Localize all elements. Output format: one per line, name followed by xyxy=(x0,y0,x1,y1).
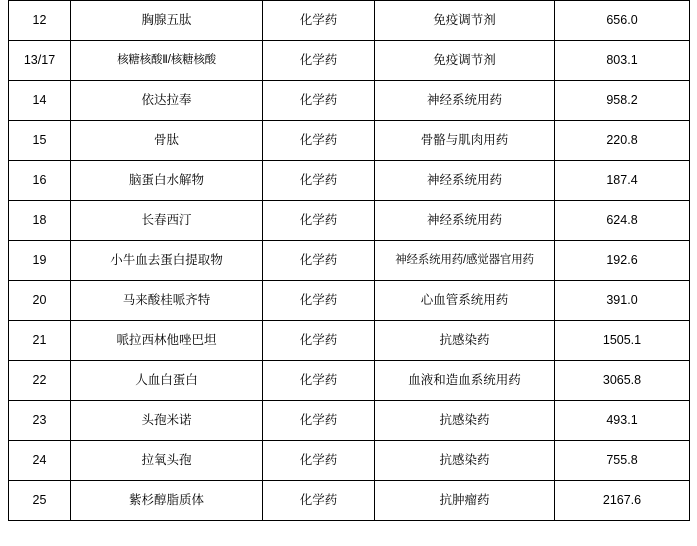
cell-rank: 15 xyxy=(9,121,71,161)
cell-value: 3065.8 xyxy=(555,361,690,401)
cell-drug-type: 化学药 xyxy=(263,241,375,281)
cell-drug-type: 化学药 xyxy=(263,481,375,521)
cell-value: 220.8 xyxy=(555,121,690,161)
cell-drug-name: 马来酸桂哌齐特 xyxy=(71,281,263,321)
drug-ranking-table xyxy=(8,0,690,521)
table-row xyxy=(9,321,690,361)
cell-rank: 23 xyxy=(9,401,71,441)
table-row xyxy=(9,41,690,81)
cell-rank: 25 xyxy=(9,481,71,521)
cell-drug-name: 人血白蛋白 xyxy=(71,361,263,401)
cell-value: 187.4 xyxy=(555,161,690,201)
cell-drug-name: 依达拉奉 xyxy=(71,81,263,121)
cell-drug-type: 化学药 xyxy=(263,401,375,441)
cell-rank: 14 xyxy=(9,81,71,121)
cell-value: 391.0 xyxy=(555,281,690,321)
cell-value: 755.8 xyxy=(555,441,690,481)
cell-value: 958.2 xyxy=(555,81,690,121)
cell-drug-type: 化学药 xyxy=(263,281,375,321)
cell-category: 神经系统用药/感觉器官用药 xyxy=(375,241,555,281)
cell-drug-type: 化学药 xyxy=(263,201,375,241)
cell-rank: 12 xyxy=(9,1,71,41)
table-row xyxy=(9,201,690,241)
cell-drug-type: 化学药 xyxy=(263,41,375,81)
cell-value: 2167.6 xyxy=(555,481,690,521)
cell-rank: 19 xyxy=(9,241,71,281)
cell-rank: 24 xyxy=(9,441,71,481)
cell-drug-type: 化学药 xyxy=(263,441,375,481)
cell-category: 骨骼与肌肉用药 xyxy=(375,121,555,161)
table-row xyxy=(9,81,690,121)
cell-drug-type: 化学药 xyxy=(263,361,375,401)
cell-value: 803.1 xyxy=(555,41,690,81)
cell-category: 神经系统用药 xyxy=(375,201,555,241)
cell-category: 抗感染药 xyxy=(375,321,555,361)
cell-drug-name: 紫杉醇脂质体 xyxy=(71,481,263,521)
cell-category: 心血管系统用药 xyxy=(375,281,555,321)
cell-drug-name: 小牛血去蛋白提取物 xyxy=(71,241,263,281)
cell-drug-type: 化学药 xyxy=(263,321,375,361)
table-row xyxy=(9,401,690,441)
cell-category: 神经系统用药 xyxy=(375,81,555,121)
cell-drug-type: 化学药 xyxy=(263,121,375,161)
cell-drug-type: 化学药 xyxy=(263,161,375,201)
table-row xyxy=(9,1,690,41)
cell-rank: 21 xyxy=(9,321,71,361)
table-row xyxy=(9,361,690,401)
cell-drug-type: 化学药 xyxy=(263,1,375,41)
cell-category: 血液和造血系统用药 xyxy=(375,361,555,401)
cell-category: 免疫调节剂 xyxy=(375,41,555,81)
table-row xyxy=(9,121,690,161)
cell-value: 624.8 xyxy=(555,201,690,241)
table-row xyxy=(9,481,690,521)
cell-category: 神经系统用药 xyxy=(375,161,555,201)
cell-drug-name: 核糖核酸Ⅱ/核糖核酸 xyxy=(71,41,263,81)
table-row xyxy=(9,441,690,481)
cell-rank: 13/17 xyxy=(9,41,71,81)
cell-rank: 18 xyxy=(9,201,71,241)
cell-rank: 20 xyxy=(9,281,71,321)
cell-drug-name: 胸腺五肽 xyxy=(71,1,263,41)
cell-drug-name: 拉氧头孢 xyxy=(71,441,263,481)
cell-category: 抗感染药 xyxy=(375,441,555,481)
cell-drug-name: 长春西汀 xyxy=(71,201,263,241)
table-row xyxy=(9,161,690,201)
table-row xyxy=(9,241,690,281)
cell-category: 免疫调节剂 xyxy=(375,1,555,41)
cell-rank: 22 xyxy=(9,361,71,401)
cell-value: 1505.1 xyxy=(555,321,690,361)
cell-category: 抗感染药 xyxy=(375,401,555,441)
cell-value: 192.6 xyxy=(555,241,690,281)
cell-value: 493.1 xyxy=(555,401,690,441)
table-body xyxy=(9,1,690,521)
cell-rank: 16 xyxy=(9,161,71,201)
cell-drug-type: 化学药 xyxy=(263,81,375,121)
cell-drug-name: 哌拉西林他唑巴坦 xyxy=(71,321,263,361)
cell-category: 抗肿瘤药 xyxy=(375,481,555,521)
cell-drug-name: 头孢米诺 xyxy=(71,401,263,441)
cell-drug-name: 骨肽 xyxy=(71,121,263,161)
cell-value: 656.0 xyxy=(555,1,690,41)
table-row xyxy=(9,281,690,321)
cell-drug-name: 脑蛋白水解物 xyxy=(71,161,263,201)
